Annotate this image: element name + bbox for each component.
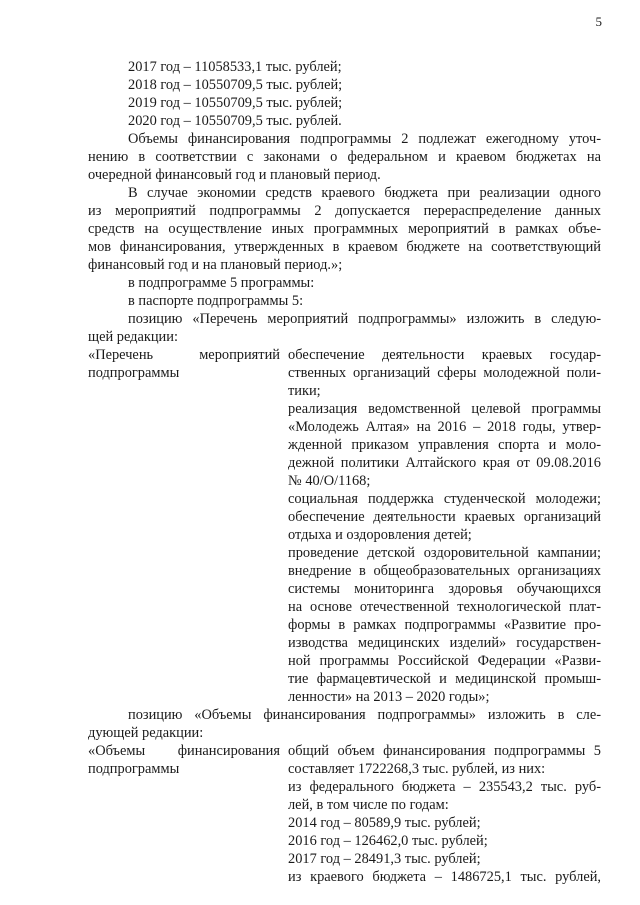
table-right-line: № 40/О/1168;: [288, 473, 371, 489]
table-left-line: подпрограммы: [88, 365, 180, 381]
table-right-line: общий объем финансирования подпрограммы 5: [288, 743, 601, 759]
table-left-cell: [88, 742, 280, 778]
paragraph-line: в паспорте подпрограммы 5:: [128, 293, 304, 309]
paragraph-line: щей редакции:: [88, 329, 178, 345]
paragraph-line: дующей редакции:: [88, 725, 204, 741]
table-right-line: тие фармацевтической и медицинской промыш-: [288, 671, 601, 687]
table-right-line: лей, в том числе по годам:: [288, 797, 449, 813]
table-right-line: тики;: [288, 383, 321, 399]
page-number: 5: [595, 14, 602, 29]
paragraph-line: из мероприятий подпрограммы 2 допускается перераспределение данных: [88, 203, 601, 219]
table-right-line: 2016 год – 126462,0 тыс. рублей;: [288, 833, 488, 849]
table-right-line: системы мониторинга здоровья обучающихся: [288, 581, 601, 597]
paragraph-line: очередной финансовый год и плановый период.: [88, 167, 381, 183]
year-line: 2018 год – 10550709,5 тыс. рублей;: [128, 77, 343, 93]
table-right-line: ной программы Российской Федерации «Разви-: [288, 653, 601, 669]
table-right-line: «Молодежь Алтая» на 2016 – 2018 годы, утвер-: [288, 419, 601, 435]
table-left-line: «Объемы финансирования: [88, 743, 280, 759]
table-right-line: проведение детской оздоровительной кампании;: [288, 545, 601, 561]
table-right-line: из краевого бюджета – 1486725,1 тыс. рублей,: [288, 869, 601, 885]
table-right-line: реализация ведомственной целевой программы: [288, 401, 601, 417]
table-right-cell: [288, 742, 601, 886]
table-right-line: на основе отечественной технологической плат-: [288, 599, 601, 615]
table-right-line: составляет 1722268,3 тыс. рублей, из них:: [288, 761, 546, 777]
table-right-line: 2017 год – 28491,3 тыс. рублей;: [288, 851, 481, 867]
table-right-line: жденной приказом управления спорта и моло-: [288, 437, 601, 453]
table-left-cell: [88, 346, 280, 382]
paragraph-line: мов финансирования, утвержденных в краевом бюджете на соответствующий: [88, 239, 601, 255]
paragraph-line: в подпрограмме 5 программы:: [128, 275, 315, 291]
table-right-line: обеспечение деятельности краевых организаций: [288, 509, 601, 525]
year-line: 2017 год – 11058533,1 тыс. рублей;: [128, 59, 342, 75]
table-right-line: формы в рамках подпрограммы «Развитие про-: [288, 617, 601, 633]
table-right-line: отдыха и оздоровления детей;: [288, 527, 472, 543]
table-left-line: подпрограммы: [88, 761, 180, 777]
table-right-line: ленности» на 2013 – 2020 годы»;: [288, 689, 490, 705]
table-right-line: 2014 год – 80589,9 тыс. рублей;: [288, 815, 481, 831]
paragraph-line: В случае экономии средств краевого бюджета при реализации одного: [128, 185, 601, 201]
table-right-line: обеспечение деятельности краевых государ-: [288, 347, 601, 363]
table-right-line: внедрение в общеобразовательных организациях: [288, 563, 601, 579]
paragraph-line: финансовый год и на плановый период.»;: [88, 257, 343, 273]
table-right-line: изводства медицинских изделий» государствен-: [288, 635, 601, 651]
paragraph-line: средств на осуществление иных программных мероприятий в рамках объе-: [88, 221, 601, 237]
table-right-line: дежной политики Алтайского края от 09.08.2016: [288, 455, 601, 471]
table-right-line: социальная поддержка студенческой молодежи;: [288, 491, 601, 507]
table-left-line: «Перечень мероприятий: [88, 347, 280, 363]
paragraph-line: позицию «Перечень мероприятий подпрограммы» изложить в следую-: [128, 311, 601, 327]
paragraph-line: нению в соответствии с законами о федеральном и краевом бюджетах на: [88, 149, 601, 165]
table-right-cell: [288, 346, 601, 706]
table-right-line: из федерального бюджета – 235543,2 тыс. руб-: [288, 779, 601, 795]
year-line: 2019 год – 10550709,5 тыс. рублей;: [128, 95, 343, 111]
paragraph-line: позицию «Объемы финансирования подпрограммы» изложить в сле-: [128, 707, 601, 723]
paragraph-line: Объемы финансирования подпрограммы 2 подлежат ежегодному уточ-: [128, 131, 601, 147]
year-line: 2020 год – 10550709,5 тыс. рублей.: [128, 113, 342, 129]
table-right-line: ственных организаций сферы молодежной поли-: [288, 365, 601, 381]
